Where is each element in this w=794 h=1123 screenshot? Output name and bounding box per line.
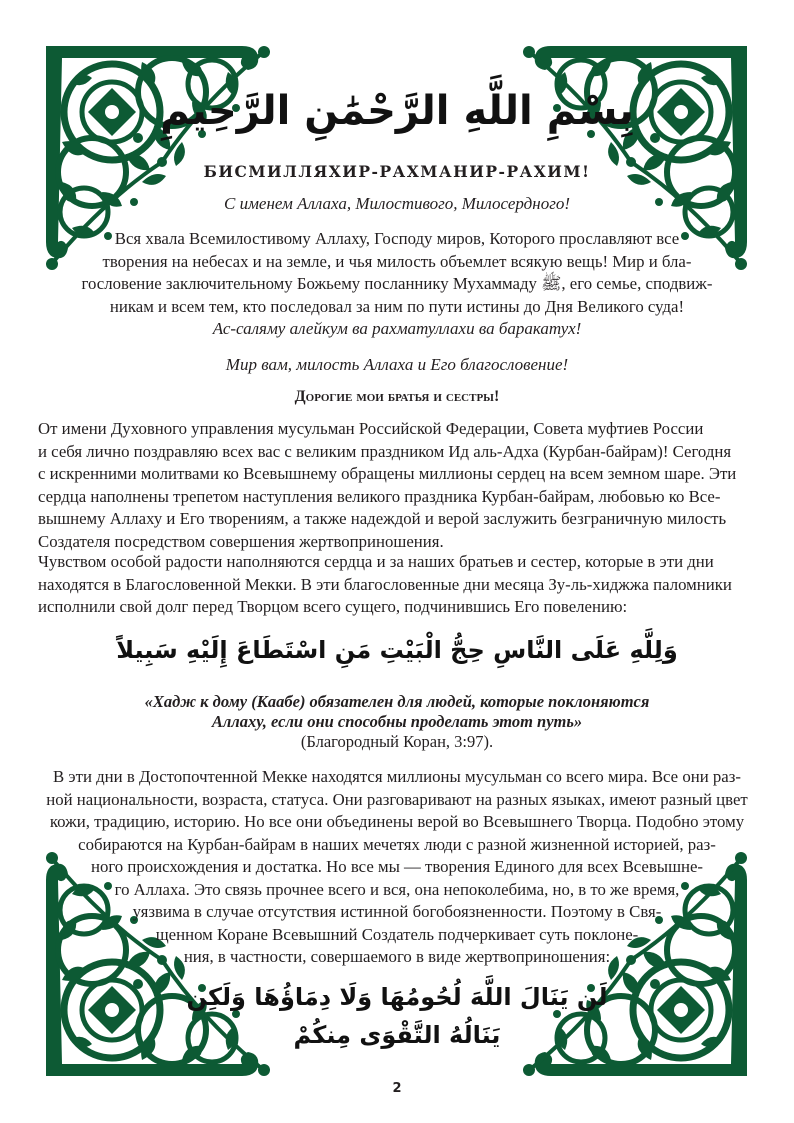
salam-translation: Мир вам, милость Аллаха и Его благословение! (225, 355, 569, 374)
ayah-line: يَنَالُهُ التَّقْوَى مِنكُمْ (293, 1021, 501, 1049)
address-heading: Дорогие мои братья и сестры! (294, 388, 500, 405)
text-line: никам и всем тем, кто последовал за ним по пути истины до Дня Великого суда! (109, 296, 685, 316)
paragraph-2 (38, 551, 758, 619)
salam-greeting: Ас-саляму алейкум ва рахматуллахи ва баракатух! (212, 319, 582, 338)
text-line: го Аллаха. Это связь прочнее всего и вся, она непоколебима, но, в то же время, (114, 879, 680, 899)
paragraph-3 (0, 766, 794, 969)
text-line: уязвима в случае отсутствия истинной богобоязненности. Поэтому в Свя- (132, 902, 662, 921)
bismillah-calligraphy: بِسْمِ اللَّهِ الرَّحْمَٰنِ الرَّحِيمِ (160, 88, 634, 134)
text-line: и себя лично поздравляю всех вас с великим праздником Ид аль-Адха (Курбан-байрам)! Сегодня (38, 441, 732, 461)
page-title: БИСМИЛЛЯХИР-РАХМАНИР-РАХИМ! (203, 162, 591, 181)
text-line: вышнему Аллаху и Его творениям, а также надеждой и верой заслужить безграничную милость (38, 509, 727, 528)
text-line: щенном Коране Всевышний Создатель подчеркивает суть поклоне- (155, 924, 639, 944)
quote-line: Аллаху, если они способны проделать этот путь» (211, 712, 583, 731)
text-line: кожи, традицию, историю. Но все они объединены верой во Всевышнего Творца. Подобно этому (49, 812, 745, 831)
text-line: находятся в Благословенной Мекки. В эти благословенные дни месяца Зу-ль-хиджжа паломники (38, 574, 732, 594)
text-line: ного происхождения и достатка. Но все мы — творения Единого для всех Всевышне- (90, 857, 704, 876)
ayah-translation-quote (0, 692, 794, 752)
quote-line: «Хадж к дому (Каабе) обязателен для людей, которые поклоняются (144, 692, 650, 711)
text-line: Чувством особой радости наполняются сердца и за наших братьев и сестер, которые в эти дни (38, 552, 714, 571)
quran-ayah-arabic-2 (0, 978, 794, 1054)
quote-reference: (Благородный Коран, 3:97). (300, 732, 494, 751)
text-line: с искренними молитвами ко Всевышнему обращены миллионы сердец на всем земном шаре. Эти (38, 464, 737, 483)
text-line: Вся хвала Всемилостивому Аллаху, Господу миров, Которого прославляют все (114, 229, 680, 248)
ayah-line: لَن يَنَالَ اللَّهَ لُحُومُهَا وَلَا دِمَاؤُهَا وَلَكِن (186, 983, 608, 1011)
text-line: В эти дни в Достопочтенной Мекке находятся миллионы мусульман со всего мира. Все они раз- (53, 767, 741, 786)
intro-paragraph (0, 228, 794, 318)
paragraph-1 (38, 418, 758, 553)
quran-ayah-arabic: وَلِلَّهِ عَلَى النَّاسِ حِجُّ الْبَيْتِ مَنِ اسْتَطَاعَ إِلَيْهِ سَبِيلاً (116, 636, 678, 664)
text-line: От имени Духовного управления мусульман Российской Федерации, Совета муфтиев России (38, 419, 704, 438)
text-line: ния, в частности, совершаемого в виде жертвоприношения: (183, 947, 611, 966)
text-line: творения на небесах и на земле, и чья милость объемлет всякую вещь! Мир и бла- (102, 251, 692, 271)
text-line: ной национальности, возраста, статуса. Они разговаривают на разных языках, имеют разный цвет (46, 789, 748, 809)
page-number: 2 (392, 1081, 402, 1096)
text-line: исполнили свой долг перед Творцом всего сущего, подчинившись Его повелению: (38, 597, 628, 616)
text-line: сердца наполнены трепетом наступления великого праздника Курбан-байрам, любовью ко Все- (38, 486, 721, 506)
text-line: собираются на Курбан-байрам в наших мечетях люди с разной жизненной историей, раз- (78, 834, 716, 854)
bismillah-translation: С именем Аллаха, Милостивого, Милосердного! (223, 194, 571, 213)
text-line: Создателя посредством совершения жертвоприношения. (38, 531, 444, 551)
text-line: гословение заключительному Божьему посланнику Мухаммаду ﷺ, его семье, сподвиж- (81, 274, 713, 293)
